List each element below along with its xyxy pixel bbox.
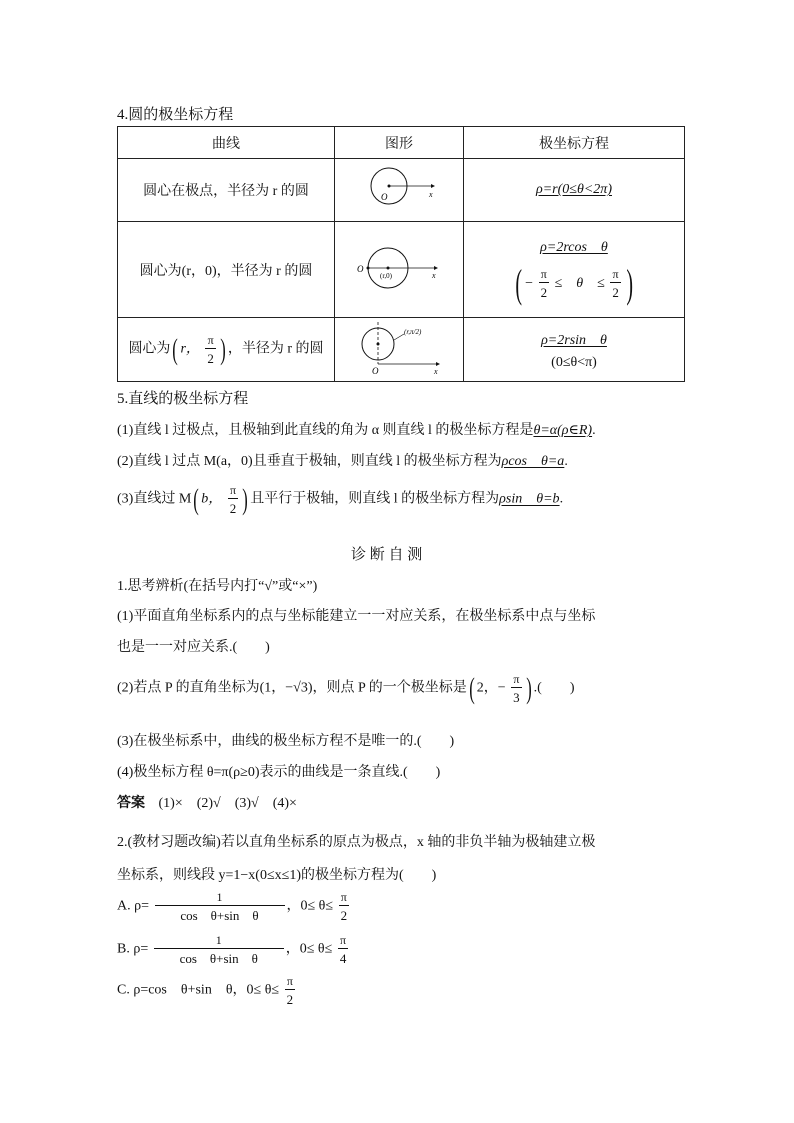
fig2-x-label: x xyxy=(432,271,436,280)
answer-text: (1)× (2)√ (3)√ (4)× xyxy=(158,796,297,811)
header-equation: 极坐标方程 xyxy=(464,127,685,159)
table-row xyxy=(118,318,685,382)
fig2-origin-label: O xyxy=(357,264,364,274)
header-curve: 曲线 xyxy=(118,127,335,159)
line-item-1: (1)直线 l 过极点，且极轴到此直线的角为 α 则直线 l 的极坐标方程是θ=α(ρ∈R). xyxy=(117,423,596,438)
fig3-x-label: x xyxy=(434,367,438,376)
question-1: 1.思考辨析(在括号内打“√”或“×”) xyxy=(117,579,318,594)
question-2-line-b: 坐标系，则线段 y=1−x(0≤x≤1)的极坐标方程为( ) xyxy=(117,868,437,883)
fig1-x-label: x xyxy=(429,189,433,199)
answer-line xyxy=(117,792,297,812)
option-b: B. ρ= $\frac{1}{\text{cos θ+sin θ}}$ ，0≤ θ≤ $\frac{\pi}{4}$ xyxy=(117,933,347,966)
circle-on-vertical-figure xyxy=(354,318,444,376)
row2-curve: 圆心为(r，0)，半径为 r 的圆 xyxy=(118,222,335,318)
table-row xyxy=(118,159,685,222)
option-c: C. ρ=cos θ+sin θ，0≤ θ≤ $\frac{\pi}{2}$ xyxy=(117,974,294,1007)
question-1-1-line-a: (1)平面直角坐标系内的点与坐标能建立一一对应关系，在极坐标系中点与坐标 xyxy=(117,609,596,624)
row3-equation: ρ=2rsin θ (0≤θ<π) xyxy=(464,318,685,382)
row1-figure xyxy=(335,159,464,222)
question-1-2: (2)若点 P 的直角坐标为(1，−√3)，则点 P 的一个极坐标是( 2，− $\frac{\pi}{3}$ ) .( ) xyxy=(117,671,575,705)
question-1-3: (3)在极坐标系中，曲线的极坐标方程不是唯一的.( ) xyxy=(117,734,455,749)
question-1-1-line-b: 也是一一对应关系.( ) xyxy=(117,640,270,655)
fig2-point-label: (r,0) xyxy=(380,272,392,280)
fig3-point-label: (r,π/2) xyxy=(404,328,422,336)
section-5-title: 5.直线的极坐标方程 xyxy=(117,391,249,407)
circle-on-axis-figure xyxy=(354,238,444,296)
row3-curve: 圆心为( r， $\frac{\pi}{2}$ ) ，半径为 r 的圆 xyxy=(118,318,335,382)
line-item-3: (3)直线过 M( b， $\frac{\pi}{2}$ ) 且平行于极轴，则直线 l 的极坐标方程为ρsin θ=b. xyxy=(117,482,564,516)
header-figure: 图形 xyxy=(335,127,464,159)
fig1-origin-label: O xyxy=(381,191,388,202)
line-item-2: (2)直线 l 过点 M(a，0)且垂直于极轴，则直线 l 的极坐标方程为ρcos θ=a. xyxy=(117,454,568,469)
row3-figure xyxy=(335,318,464,382)
circle-at-pole-figure xyxy=(359,164,439,212)
row1-equation: ρ=r(0≤θ<2π) xyxy=(464,159,685,222)
row2-figure xyxy=(335,222,464,318)
polar-circle-table xyxy=(117,126,685,382)
question-1-4: (4)极坐标方程 θ=π(ρ≥0)表示的曲线是一条直线.( ) xyxy=(117,765,441,780)
fig3-origin-label: O xyxy=(372,366,379,376)
answer-label: 答案 xyxy=(117,796,145,811)
section-4-title: 4.圆的极坐标方程 xyxy=(117,107,234,123)
row1-curve: 圆心在极点，半径为 r 的圆 xyxy=(118,159,335,222)
table-header-row xyxy=(118,127,685,159)
table-row xyxy=(118,222,685,318)
option-a: A. ρ= $\frac{1}{\text{cos θ+sin θ}}$ ，0≤ θ≤ $\frac{\pi}{2}$ xyxy=(117,890,348,923)
diagnostic-heading: 诊 断 自 测 xyxy=(351,547,423,563)
row2-equation: ρ=2rcos θ ( − $\frac{\pi}{2}$ ≤ θ ≤ $\frac{\pi}{2}$ ) xyxy=(464,222,685,318)
question-2-line-a: 2.(教材习题改编)若以直角坐标系的原点为极点，x 轴的非负半轴为极轴建立极 xyxy=(117,835,596,850)
